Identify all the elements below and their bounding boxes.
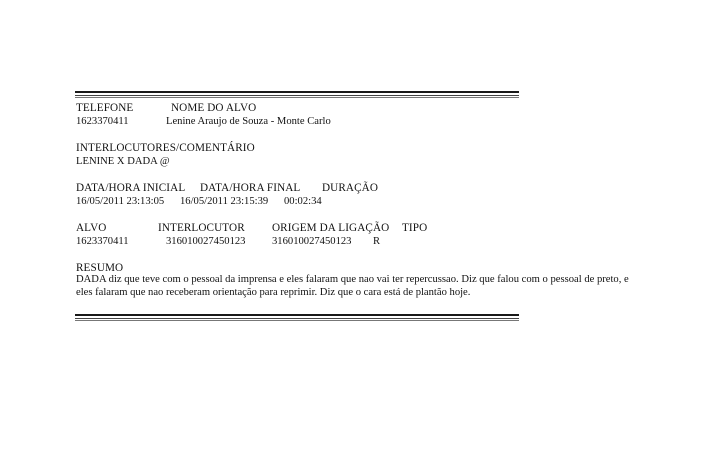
alvo-value: 1623370411 [76,236,129,247]
resumo-label: RESUMO [76,262,124,274]
interlocutores-label: INTERLOCUTORES/COMENTÁRIO [76,142,255,154]
interlocutor-value: 316010027450123 [166,236,246,247]
duracao-value: 00:02:34 [284,196,322,207]
nome-do-alvo-value: Lenine Araujo de Souza - Monte Carlo [166,116,331,127]
interlocutores-value: LENINE X DADA @ [76,156,170,167]
data-hora-final-label: DATA/HORA FINAL [200,182,301,194]
origem-da-ligacao-value: 316010027450123 [272,236,352,247]
origem-da-ligacao-label: ORIGEM DA LIGAÇÃO [272,222,390,234]
resumo-text: DADA diz que teve com o pessoal da imprensa e eles falaram que nao vai ter repercussao. Diz que falou com o pessoal de preto, e eles falaram que nao receberam orientação para reprimir. Diz que o cara está de plantão hoje. [76,274,629,298]
interlocutor-label: INTERLOCUTOR [158,222,245,234]
telefone-label: TELEFONE [76,102,134,114]
data-hora-inicial-value: 16/05/2011 23:13:05 [76,196,165,207]
alvo-label: ALVO [76,222,107,234]
bottom-divider [75,314,519,321]
tipo-value: R [373,236,381,247]
data-hora-inicial-label: DATA/HORA INICIAL [76,182,186,194]
nome-do-alvo-label: NOME DO ALVO [171,102,257,114]
duracao-label: DURAÇÃO [322,182,379,194]
tipo-label: TIPO [402,222,428,234]
data-hora-final-value: 16/05/2011 23:15:39 [180,196,269,207]
telefone-value: 1623370411 [76,116,129,127]
top-divider [75,91,519,98]
